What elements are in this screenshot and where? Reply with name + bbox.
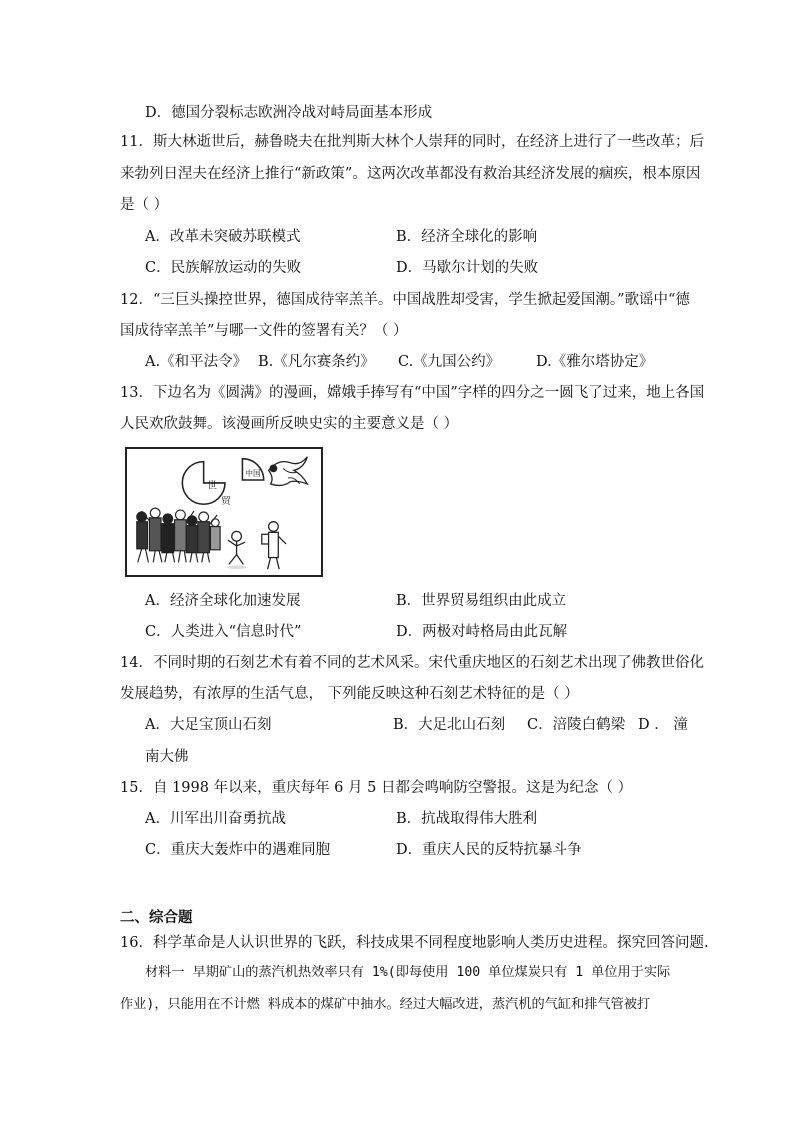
q11-option-a: A．改革未突破苏联模式 <box>145 229 301 245</box>
q15-option-b: B．抗战取得伟大胜利 <box>396 811 538 827</box>
q14-option-d-continued: 南大佛 <box>145 749 189 765</box>
q11-stem-line-2: 来勃列日涅夫在经济上推行“新政策”。这两次改革都没有救治其经济发展的痼疾，根本原因 <box>120 166 701 182</box>
q12-option-b: B.《凡尔赛条约》 <box>258 354 375 370</box>
q11-option-c: C．民族解放运动的失败 <box>145 260 302 276</box>
q12-option-a: A.《和平法令》 <box>145 354 248 370</box>
q14-stem-line-2: 发展趋势，有浓厚的生活气息， 下列能反映这种石刻艺术特征的是（ ） <box>120 686 579 702</box>
q14-option-b: B．大足北山石刻 <box>393 717 506 733</box>
q16-material-line-1: 材料一 早期矿山的蒸汽机热效率只有 1%(即每使用 100 单位煤炭只有 1 单位用于实际 <box>145 965 671 980</box>
q13-option-a: A．经济全球化加速发展 <box>145 593 301 609</box>
cartoon-circle-char-2: 贸 <box>221 496 231 508</box>
q11-option-d: D．马歇尔计划的失败 <box>396 260 539 276</box>
cartoon-slice-label: 中国 <box>245 469 261 479</box>
q15-option-d: D．重庆人民的反特抗暴斗争 <box>396 842 582 858</box>
q14-option-a: A．大足宝顶山石刻 <box>145 717 272 733</box>
q13-stem-line-1: 13．下边名为《圆满》的漫画，嫦娥手捧写有“中国”字样的四分之一圆飞了过来，地上各国 <box>120 385 705 401</box>
q15-stem: 15．自 1998 年以来，重庆每年 6 月 5 日都会鸣响防空警报。这是为纪念（ ） <box>120 780 633 796</box>
q12-stem-line-1: 12．“三巨头操控世界，德国成待宰羔羊。中国战胜却受害，学生掀起爱国潮。”歌谣中“德 <box>120 292 690 308</box>
q13-option-c: C．人类进入“信息时代” <box>145 624 302 640</box>
cartoon-image <box>125 447 323 577</box>
cartoon-circle-char-1: 世 <box>207 480 218 492</box>
q14-option-d: D ． 潼 <box>638 717 688 733</box>
q16-stem: 16．科学革命是人认识世界的飞跃，科技成果不同程度地影响人类历史进程。探究回答问题. <box>120 935 709 951</box>
q13-option-b: B．世界贸易组织由此成立 <box>396 593 567 609</box>
q11-stem-line-3: 是（ ） <box>120 197 169 213</box>
q14-option-c: C．涪陵白鹤梁 <box>527 717 626 733</box>
q12-option-d: D.《雅尔塔协定》 <box>536 354 654 370</box>
section-title: 二、综合题 <box>120 909 193 926</box>
q13-stem-line-2: 人民欢欣鼓舞。该漫画所反映史实的主要意义是（ ） <box>120 416 459 432</box>
q12-option-c: C.《九国公约》 <box>398 354 501 370</box>
q11-stem-line-1: 11．斯大林逝世后，赫鲁晓夫在批判斯大林个人崇拜的同时，在经济上进行了一些改革；后 <box>120 134 704 150</box>
q12-stem-line-2: 国成待宰羔羊”与哪一文件的签署有关？（ ） <box>120 323 408 339</box>
q14-stem-line-1: 14．不同时期的石刻艺术有着不同的艺术风采。宋代重庆地区的石刻艺术出现了佛教世俗化 <box>120 655 704 671</box>
q11-option-b: B．经济全球化的影响 <box>396 229 538 245</box>
q16-material-line-2: 作业)，只能用在不计燃 料成本的煤矿中抽水。经过大幅改进，蒸汽机的气缸和排气管被打 <box>120 997 651 1012</box>
q13-option-d: D．两极对峙格局由此瓦解 <box>396 624 568 640</box>
q10-option-d: D．德国分裂标志欧洲冷战对峙局面基本形成 <box>145 105 433 121</box>
q15-option-c: C．重庆大轰炸中的遇难同胞 <box>145 842 331 858</box>
q15-option-a: A．川军出川奋勇抗战 <box>145 811 286 827</box>
